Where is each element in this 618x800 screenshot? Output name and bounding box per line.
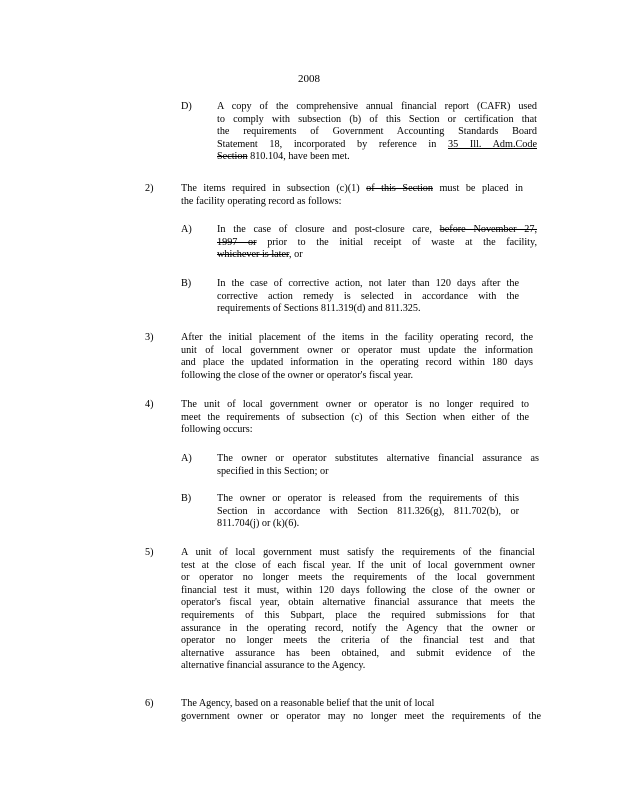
inserted-text: 35 Ill. Adm.Code [448, 138, 537, 150]
text-line: A copy of the comprehensive annual financial report (CAFR) used [217, 101, 537, 112]
text-line: meet the requirements of subsection (c) of this Section when either of the [181, 411, 529, 423]
text-line: specified in this Section; or [217, 465, 329, 477]
text-line: Section 810.104, have been met. [217, 151, 350, 163]
text-line: requirements of this Subpart, place the required submissions for that [181, 609, 535, 621]
text-line: requirements of Sections 811.319(d) and 811.325. [217, 303, 421, 315]
item-label-2: 2) [145, 183, 154, 194]
text-line: 811.704(j) or (k)(6). [217, 518, 300, 530]
text-line: whichever is later, or [217, 249, 303, 261]
text-line: After the initial placement of the items in the facility operating record, the [181, 332, 533, 343]
item-label-2a: A) [181, 224, 192, 235]
text-line: financial test it must, within 120 days following the close of the owner or [181, 584, 535, 596]
item-label-4a: A) [181, 453, 192, 464]
item-3-text [181, 332, 533, 382]
text-line: operator's fiscal year, obtain alternative financial assurance that meets the [181, 597, 535, 609]
item-2b-text [217, 278, 519, 316]
item-5-text [181, 547, 535, 673]
text-line: The items required in subsection (c)(1) of this Section must be placed in [181, 183, 524, 194]
item-2a-text [217, 224, 537, 262]
text-line: The Agency, based on a reasonable belief that the unit of local [181, 698, 435, 709]
item-label-d: D) [181, 101, 192, 112]
text-line: Section in accordance with Section 811.326(g), 811.702(b), or [217, 505, 519, 517]
item-label-5: 5) [145, 547, 154, 558]
text-line: A unit of local government must satisfy the requirements of the financial [181, 547, 535, 558]
deleted-text: Section [217, 151, 248, 163]
text-line: In the case of corrective action, not later than 120 days after the [217, 278, 519, 289]
item-label-4: 4) [145, 399, 154, 410]
text-line: following the close of the owner or operator's fiscal year. [181, 369, 414, 381]
text-line: corrective action remedy is selected in accordance with the [217, 290, 519, 302]
deleted-text: whichever is later [217, 249, 290, 261]
text-line: alternative financial assurance to the Agency. [181, 660, 366, 672]
text-line: test at the close of each fiscal year. If the unit of local government owner [181, 559, 535, 571]
page-year: 2008 [298, 73, 320, 85]
item-label-4b: B) [181, 493, 192, 504]
text-line: alternative assurance has been obtained, and submit evidence of the [181, 647, 535, 659]
deleted-text: before November 27, [439, 224, 538, 235]
item-4b-text [217, 493, 519, 531]
item-d-text [217, 101, 537, 164]
text-line: unit of local government owner or operator must update the information [181, 344, 533, 356]
deleted-text: 1997 or [217, 236, 257, 248]
text-line: following occurs: [181, 424, 253, 436]
text-line: operator no longer meets the criteria of the financial test and that [181, 635, 535, 647]
item-label-2b: B) [181, 278, 192, 289]
text-line: and place the updated information in the operating record within 180 days [181, 357, 533, 369]
text-line: 1997 or prior to the initial receipt of waste at the facility, [217, 236, 537, 248]
text-line: the facility operating record as follows: [181, 195, 342, 207]
deleted-text: of this Section [366, 183, 433, 194]
item-4-text [181, 399, 529, 437]
text-line: The owner or operator substitutes alternative financial assurance as [217, 453, 539, 464]
text-line: The owner or operator is released from the requirements of this [217, 493, 519, 504]
item-label-6: 6) [145, 698, 154, 709]
text-line: Statement 18, incorporated by reference in 35 Ill. Adm.Code [217, 138, 537, 150]
item-6-text [181, 698, 541, 723]
item-4a-text [217, 453, 539, 478]
text-line: the requirements of Government Accounting Standards Board [217, 126, 537, 138]
text-line: The unit of local government owner or operator is no longer required to [181, 399, 529, 410]
text-line: or operator no longer meets the requirements of the local government [181, 572, 535, 584]
text-line: In the case of closure and post-closure care, before November 27, [217, 224, 538, 235]
text-line: government owner or operator may no longer meet the requirements of the [181, 710, 541, 722]
item-2-text [181, 183, 523, 208]
text-line: assurance in the operating record, notify the Agency that the owner or [181, 622, 535, 634]
item-label-3: 3) [145, 332, 154, 343]
text-line: to comply with subsection (b) of this Section or certification that [217, 113, 537, 125]
